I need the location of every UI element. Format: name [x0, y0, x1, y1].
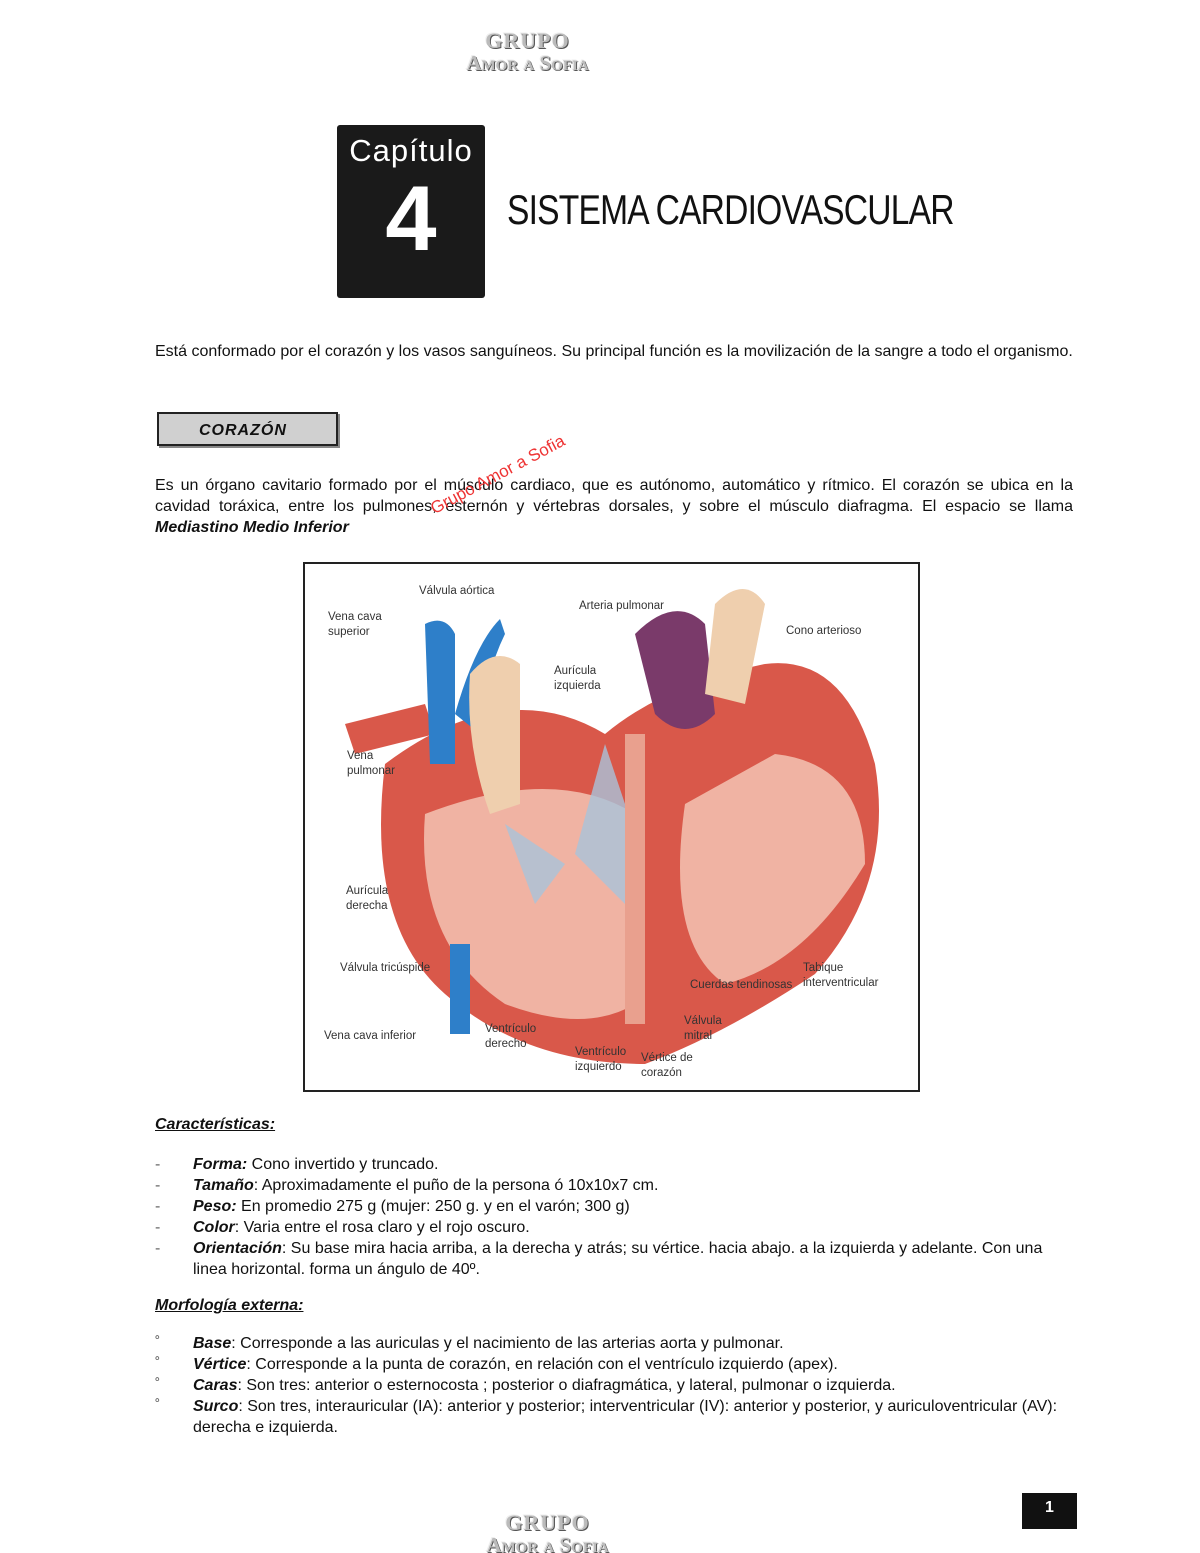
chapter-number: 4 — [385, 168, 437, 270]
chapter-box — [337, 125, 485, 298]
item-term: Orientación — [193, 1240, 282, 1257]
item-text: : Son tres: anterior o esternocosta ; posterior o diafragmática, y lateral, pulmonar o izquierda. — [237, 1377, 896, 1394]
heart-text: Es un órgano cavitario formado por el músculo cardiaco, que es autónomo, automático y rítmico. El corazón se ubica en la cavidad toráxica, entre los pulmones, esternón y vértebras dorsales, y sobre el músculo diafragma. El espacio se llama — [155, 477, 1073, 515]
label-tabique: Tabique interventricular — [803, 962, 879, 989]
caracteristicas-heading: Características: — [155, 1116, 276, 1133]
item-text: : Corresponde a las auriculas y el nacimiento de las arterias aorta y pulmonar. — [231, 1335, 784, 1352]
item-text: : Corresponde a la punta de corazón, en relación con el ventrículo izquierdo (apex). — [246, 1356, 838, 1373]
label-auricula-derecha: Aurícula derecha — [346, 885, 389, 912]
item-term: Forma: — [193, 1156, 248, 1173]
item-term: Peso: — [193, 1198, 237, 1215]
list-item: - Peso: En promedio 275 g (mujer: 250 g. y en el varón; 300 g) — [155, 1198, 630, 1215]
label-valvula-tricuspide: Válvula tricúspide — [340, 962, 431, 974]
item-term: Caras — [193, 1377, 238, 1394]
label-valvula-aortica: Válvula aórtica — [419, 585, 495, 597]
list-item: ˚ Caras: Son tres: anterior o esternocosta ; posterior o diafragmática, y lateral, pulmonar o izquierda. — [155, 1377, 896, 1394]
heart-illustration — [305, 564, 920, 1092]
logo-line2: Amor a Sofia — [466, 51, 589, 75]
label-ventriculo-izquierdo: Ventrículo izquierdo — [575, 1046, 627, 1073]
intro-paragraph: Está conformado por el corazón y los vasos sanguíneos. Su principal función es la movilización de la sangre a todo el organismo. — [155, 343, 1073, 360]
list-item: - Forma: Cono invertido y truncado. — [155, 1156, 439, 1173]
label-cono-arterioso: Cono arterioso — [786, 625, 862, 637]
label-vena-cava-superior: Vena cava superior — [328, 611, 382, 638]
label-vertice: Vértice de corazón — [641, 1052, 693, 1079]
footer-logo — [470, 1512, 625, 1553]
logo-line1: GRUPO — [485, 28, 570, 53]
item-text: : Varia entre el rosa claro y el rojo oscuro. — [234, 1219, 530, 1236]
section-heading: CORAZÓN — [157, 412, 338, 446]
label-ventriculo-derecho: Ventrículo derecho — [485, 1023, 537, 1050]
item-text: : Son tres, interauricular (IA): anterior y posterior; interventricular (IV): anterior y posterior, y auriculoventricular (AV): derecha e izquierda. — [193, 1398, 1058, 1436]
label-vena-pulmonar: Vena pulmonar — [347, 750, 395, 777]
logo-line2: Amor a Sofia — [486, 1533, 609, 1553]
item-text: En promedio 275 g (mujer: 250 g. y en el varón; 300 g) — [236, 1198, 630, 1215]
list-item: - Color: Varia entre el rosa claro y el rojo oscuro. — [155, 1219, 530, 1236]
chapter-title: SISTEMA CARDIOVASCULAR — [507, 186, 954, 233]
list-item: ˚ Surco: Son tres, interauricular (IA): anterior y posterior; interventricular (IV): anterior y posterior, y auriculoventricular (AV): derecha e izquierda. — [155, 1398, 1058, 1436]
label-cuerdas-tendinosas: Cuerdas tendinosas — [690, 979, 793, 991]
list-item: ˚ Vértice: Corresponde a la punta de corazón, en relación con el ventrículo izquierdo (apex). — [155, 1356, 838, 1373]
label-valvula-mitral: Válvula mitral — [684, 1015, 722, 1042]
logo-line1: GRUPO — [505, 1510, 590, 1535]
label-vena-cava-inferior: Vena cava inferior — [324, 1030, 417, 1042]
morfologia-list — [155, 1333, 1073, 1438]
heart-bold-term: Mediastino Medio Inferior — [155, 519, 349, 536]
morfologia-heading: Morfología externa: — [155, 1297, 304, 1314]
list-item: - Tamaño: Aproximadamente el puño de la persona ó 10x10x7 cm. — [155, 1177, 659, 1194]
item-text: : Aproximadamente el puño de la persona ó 10x10x7 cm. — [253, 1177, 659, 1194]
item-text: Cono invertido y truncado. — [247, 1156, 439, 1173]
list-item: ˚ Base: Corresponde a las auriculas y el nacimiento de las arterias aorta y pulmonar. — [155, 1335, 784, 1352]
item-term: Color — [193, 1219, 235, 1236]
item-term: Base — [193, 1335, 232, 1352]
caracteristicas-list — [155, 1154, 1073, 1280]
chapter-word: Capítulo — [349, 133, 473, 168]
label-auricula-izquierda: Aurícula izquierda — [554, 665, 601, 692]
item-term: Vértice — [193, 1356, 247, 1373]
label-arteria-pulmonar: Arteria pulmonar — [579, 600, 665, 612]
item-text: : Su base mira hacia arriba, a la derecha y atrás; su vértice. hacia abajo. a la izquierda y adelante. Con una linea horizontal. forma un ángulo de 40º. — [193, 1240, 1043, 1278]
heart-diagram — [303, 562, 920, 1092]
page-number: 1 — [1022, 1493, 1077, 1529]
watermark: Grupo Amor a Sofia — [427, 431, 569, 518]
heart-paragraph — [155, 475, 1073, 538]
item-term: Tamaño — [193, 1177, 254, 1194]
header-logo — [450, 30, 605, 74]
list-item: - Orientación: Su base mira hacia arriba, a la derecha y atrás; su vértice. hacia abajo. a la izquierda y adelante. Con una linea horizontal. forma un ángulo de 40º. — [155, 1240, 1043, 1278]
item-term: Surco — [193, 1398, 239, 1415]
